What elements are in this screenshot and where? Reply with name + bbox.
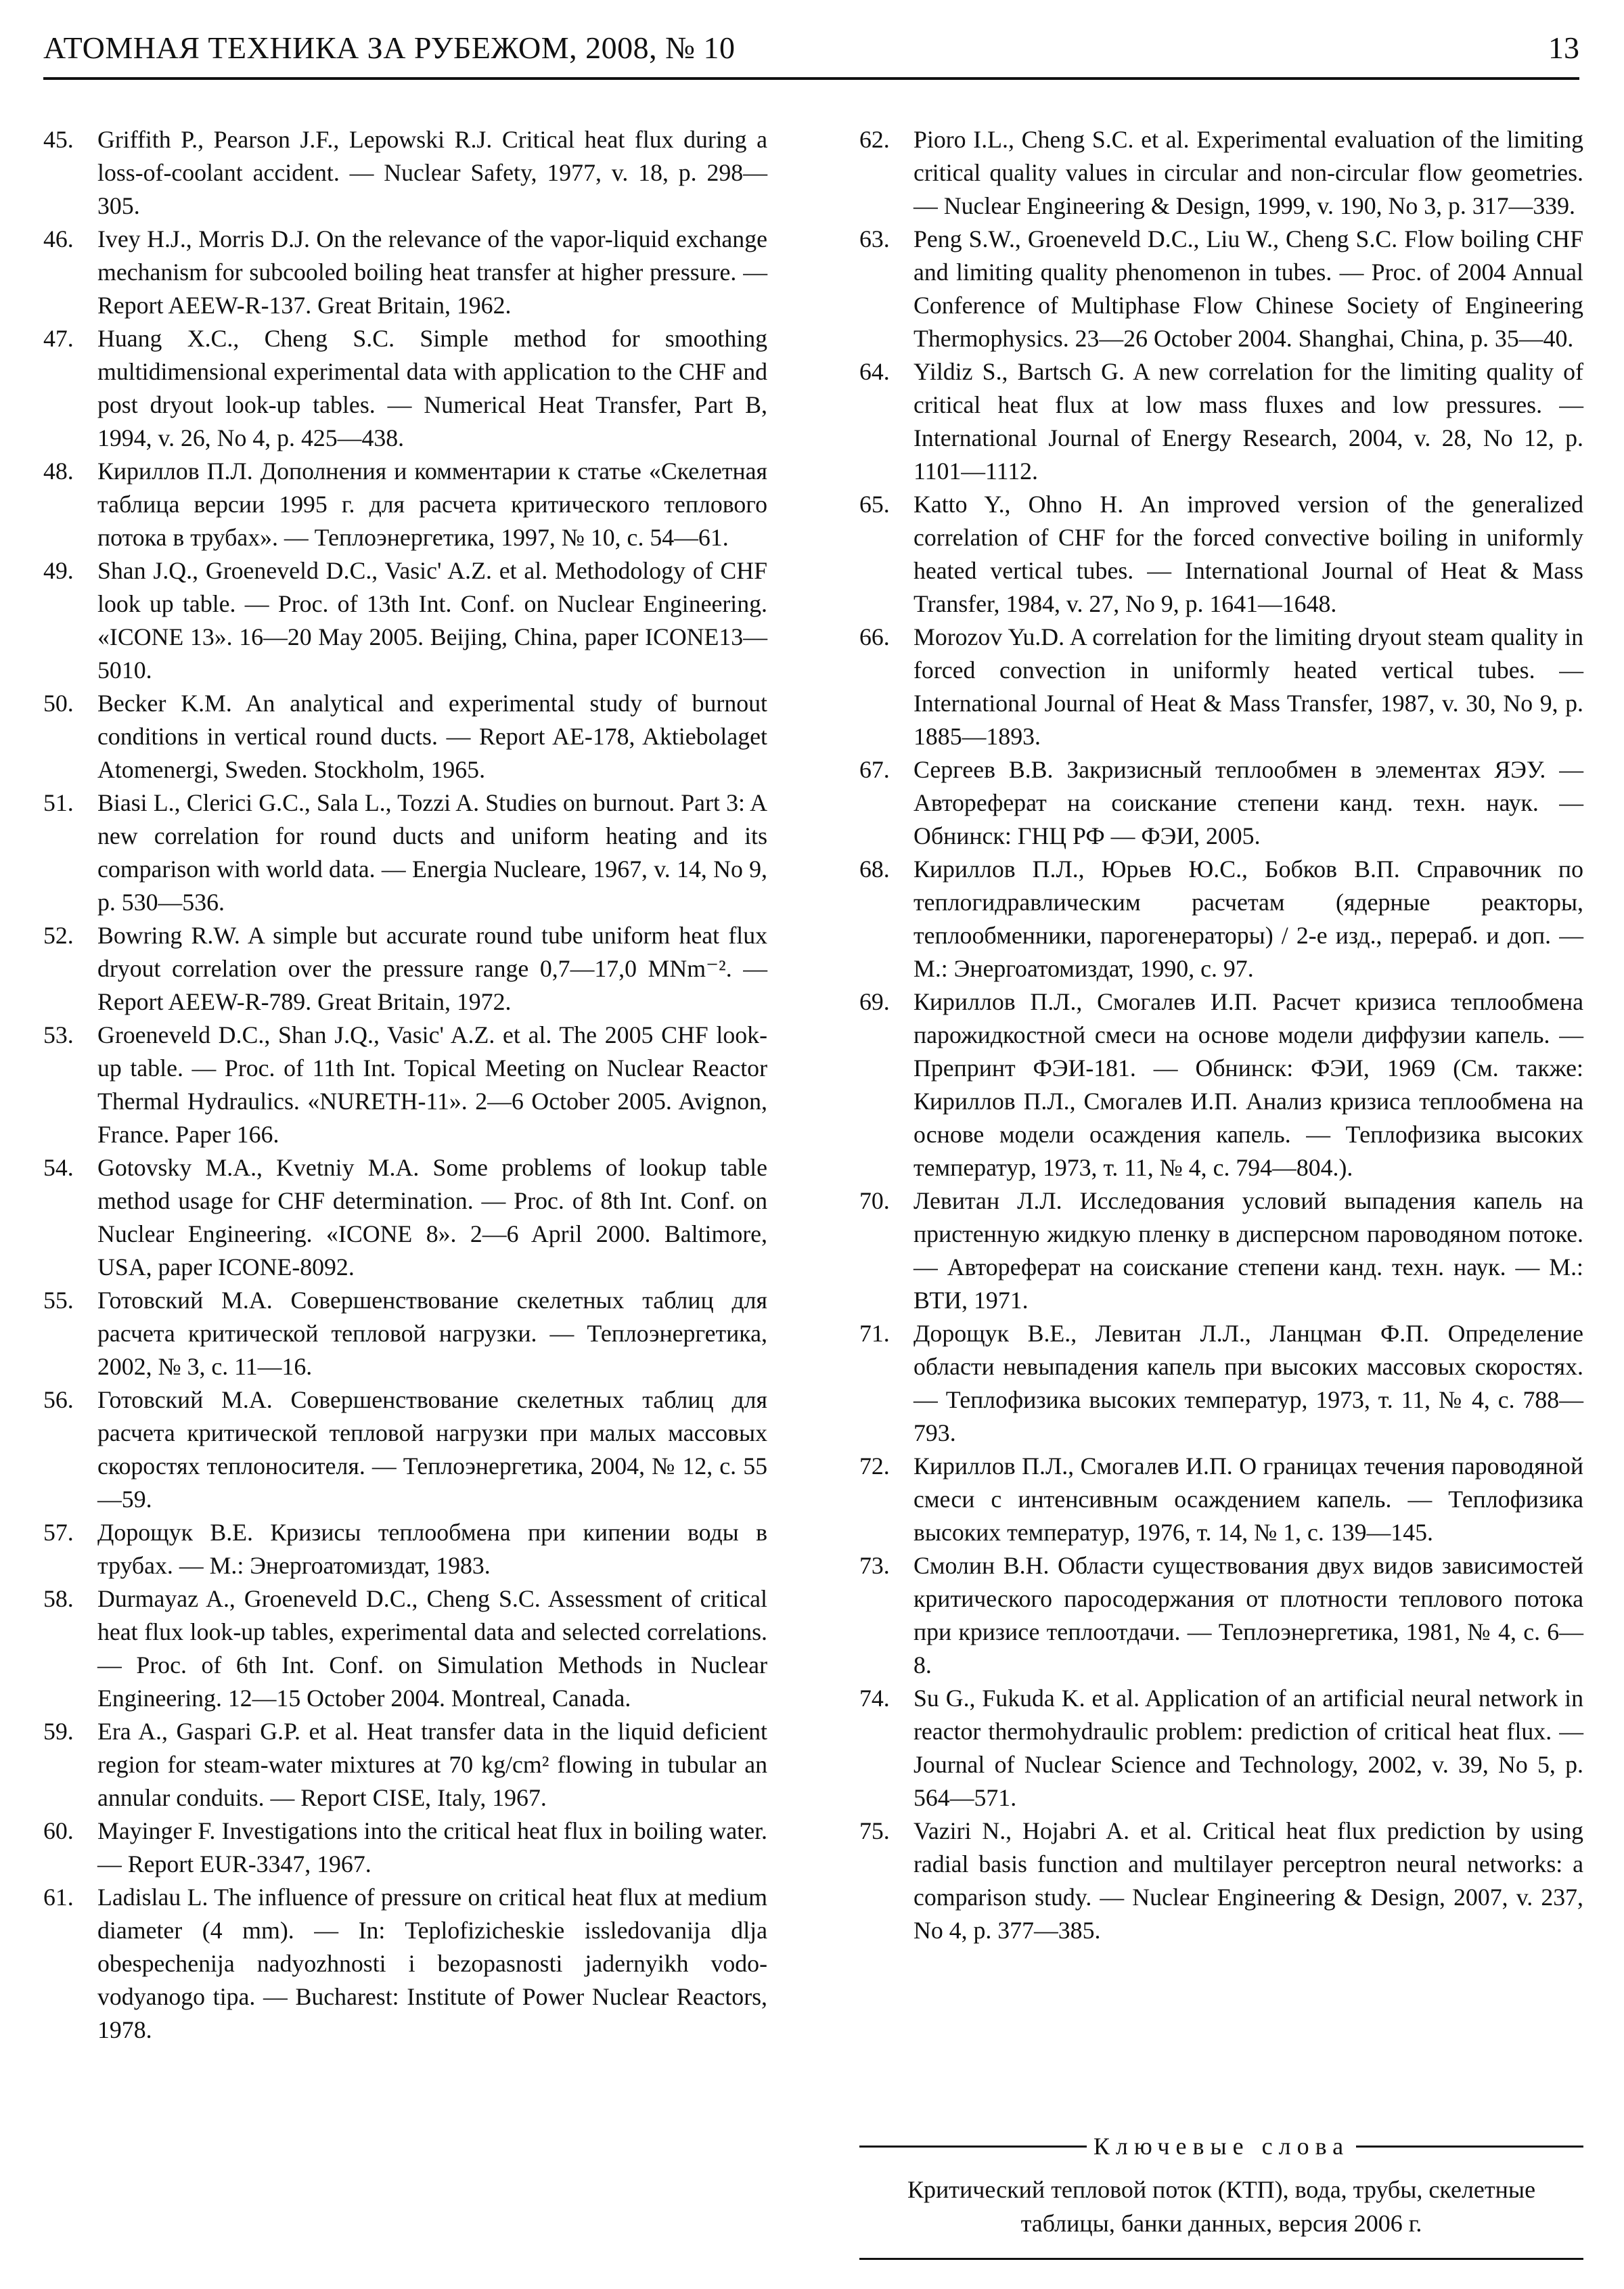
page-number: 13 [1548,30,1579,65]
reference-item [43,322,767,455]
page-header [43,23,1579,80]
reference-item [43,1019,767,1151]
reference-number: 55. [43,1287,74,1314]
reference-item [43,123,767,223]
reference-item [43,1715,767,1815]
reference-number: 48. [43,458,74,485]
reference-number: 70. [859,1187,890,1214]
reference-item [43,1516,767,1582]
reference-item [859,753,1583,853]
references-left-column [43,123,767,2047]
reference-text: Era A., Gaspari G.P. et al. Heat transfer data in the liquid deficient region for steam-water mixtures at 70 kg/cm² flowing in tubular an annular conduits. — Report CISE, Italy, 1967. [97,1718,767,1811]
keywords-title: Ключевые слова [1093,2133,1350,2160]
reference-item [859,223,1583,355]
reference-text: Левитан Л.Л. Исследования условий выпадения капель на пристенную жидкую пленку в дисперсном пароводяном потоке. — Автореферат на соискание степени канд. техн. наук. — М.: ВТИ, 1971. [914,1187,1583,1314]
reference-text: Durmayaz A., Groeneveld D.C., Cheng S.C. Assessment of critical heat flux look-up tables, experimental data and selected correlations. — Proc. of 6th Int. Conf. on Simulation Methods in Nuclear Engineering. 12—15 October 2004. Montreal, Canada. [97,1585,767,1712]
reference-number: 69. [859,988,890,1015]
reference-number: 59. [43,1718,74,1745]
reference-text: Дорощук В.Е., Левитан Л.Л., Ланцман Ф.П. Определение области невыпадения капель при высоких массовых скоростях. — Теплофизика высоких температур, 1973, т. 11, № 4, с. 788—793. [914,1320,1583,1446]
reference-number: 71. [859,1320,890,1347]
reference-item [43,919,767,1019]
keywords-rule-right [1356,2146,1583,2148]
reference-text: Biasi L., Clerici G.C., Sala L., Tozzi A. Studies on burnout. Part 3: A new correlation for round ducts and uniform heating and its comparison with world data. — Energia Nucleare, 1967, v. 14, No 9, p. 530—536. [97,789,767,916]
reference-text: Vaziri N., Hojabri A. et al. Critical heat flux prediction by using radial basis function and multilayer perceptron neural networks: a comparison study. — Nuclear Engineering & Design, 2007, v. 237, No 4, p. 377—385. [914,1817,1583,1944]
reference-item [43,1881,767,2047]
reference-item [43,1284,767,1383]
reference-item [859,355,1583,488]
reference-number: 61. [43,1884,74,1911]
reference-item [859,1184,1583,1317]
reference-item [43,554,767,687]
reference-number: 74. [859,1685,890,1712]
reference-text: Mayinger F. Investigations into the critical heat flux in boiling water. — Report EUR-3347, 1967. [97,1817,767,1877]
reference-text: Pioro I.L., Cheng S.C. et al. Experimental evaluation of the limiting critical quality values in circular and non-circular flow geometries. — Nuclear Engineering & Design, 1999, v. 190, No 3, p. 317—339. [914,126,1583,219]
reference-number: 68. [859,855,890,883]
reference-text: Ladislau L. The influence of pressure on critical heat flux at medium diameter (4 mm). — In: Teplofizicheskie issledovanija dlja obespechenija nadyozhnosti i bezopasnosti jadernyikh vodo-vodyanogo tipa. — Bucharest: Institute of Power Nuclear Reactors, 1978. [97,1884,767,2043]
reference-text: Кириллов П.Л., Юрьев Ю.С., Бобков В.П. Справочник по теплогидравлическим расчетам (ядерные реакторы, теплообменники, парогенераторы) / 2-е изд., перераб. и доп. — М.: Энергоатомиздат, 1990, с. 97. [914,855,1583,982]
reference-number: 66. [859,623,890,650]
reference-text: Shan J.Q., Groeneveld D.C., Vasic' A.Z. et al. Methodology of CHF look up table. — Proc. of 13th Int. Conf. on Nuclear Engineering. «ICONE 13». 16—20 May 2005. Beijing, China, paper ICONE13—5010. [97,557,767,684]
reference-text: Готовский М.А. Совершенствование скелетных таблиц для расчета критической тепловой нагрузки. — Теплоэнергетика, 2002, № 3, с. 11—16. [97,1287,767,1380]
reference-text: Morozov Yu.D. A correlation for the limiting dryout steam quality in forced convection in uniformly heated vertical tubes. — International Journal of Heat & Mass Transfer, 1987, v. 30, No 9, p. 1885—1893. [914,623,1583,750]
reference-number: 52. [43,922,74,949]
reference-text: Кириллов П.Л. Дополнения и комментарии к статье «Скелетная таблица версии 1995 г. для расчета критического теплового потока в трубах». — Теплоэнергетика, 1997, № 10, с. 54—61. [97,458,767,551]
keywords-heading [859,2132,1583,2160]
reference-number: 50. [43,690,74,717]
reference-text: Groeneveld D.C., Shan J.Q., Vasic' A.Z. et al. The 2005 CHF look-up table. — Proc. of 11th Int. Topical Meeting on Nuclear Reactor Thermal Hydraulics. «NURETH-11». 2—6 October 2005. Avignon, France. Paper 166. [97,1021,767,1148]
reference-item [43,1815,767,1881]
reference-number: 67. [859,756,890,783]
reference-number: 75. [859,1817,890,1844]
reference-item [43,455,767,554]
reference-item [859,1450,1583,1549]
reference-item [859,621,1583,753]
reference-item [43,223,767,322]
reference-text: Ivey H.J., Morris D.J. On the relevance of the vapor-liquid exchange mechanism for subcooled boiling heat transfer at higher pressure. — Report AEEW-R-137. Great Britain, 1962. [97,225,767,319]
keywords-bottom-rule [859,2258,1583,2260]
reference-text: Huang X.C., Cheng S.C. Simple method for smoothing multidimensional experimental data with application to the CHF and post dryout look-up tables. — Numerical Heat Transfer, Part B, 1994, v. 26, No 4, p. 425—438. [97,325,767,451]
reference-text: Смолин В.Н. Области существования двух видов зависимостей критического паросодержания от плотности теплового потока при кризисе теплоотдачи. — Теплоэнергетика, 1981, № 4, с. 6—8. [914,1552,1583,1679]
reference-item [859,488,1583,621]
keywords-block [859,2132,1583,2260]
reference-text: Кириллов П.Л., Смогалев И.П. О границах течения пароводяной смеси с интенсивным осаждением капель. — Теплофизика высоких температур, 1976, т. 14, № 1, с. 139—145. [914,1452,1583,1546]
reference-number: 62. [859,126,890,153]
reference-number: 60. [43,1817,74,1844]
reference-number: 45. [43,126,74,153]
references-right-column [859,123,1583,1947]
reference-text: Katto Y., Ohno H. An improved version of the generalized correlation of CHF for the forced convective boiling in uniformly heated vertical tubes. — International Journal of Heat & Mass Transfer, 1984, v. 27, No 9, p. 1641—1648. [914,491,1583,617]
reference-text: Becker K.M. An analytical and experimental study of burnout conditions in vertical round ducts. — Report AE-178, Aktiebolaget Atomenergi, Sweden. Stockholm, 1965. [97,690,767,783]
reference-number: 49. [43,557,74,584]
reference-number: 53. [43,1021,74,1048]
reference-number: 54. [43,1154,74,1181]
reference-item [43,1582,767,1715]
reference-text: Griffith P., Pearson J.F., Lepowski R.J. Critical heat flux during a loss-of-coolant accident. — Nuclear Safety, 1977, v. 18, p. 298—305. [97,126,767,219]
reference-item [859,853,1583,985]
reference-item [43,1151,767,1284]
keywords-text: Критический тепловой поток (КТП), вода, трубы, скелетные таблицы, банки данных, версия 2006 г. [907,2176,1536,2237]
reference-text: Кириллов П.Л., Смогалев И.П. Расчет кризиса теплообмена парожидкостной смеси на основе модели диффузии капель. — Препринт ФЭИ-181. — Обнинск: ФЭИ, 1969 (См. также: Кириллов П.Л., Смогалев И.П. Анализ кризиса теплообмена на основе модели осаждения капель. — Теплофизика высоких температур, 1973, т. 11, № 4, с. 794—804.). [914,988,1583,1181]
reference-text: Дорощук В.Е. Кризисы теплообмена при кипении воды в трубах. — М.: Энергоатомиздат, 1983. [97,1519,767,1579]
reference-text: Yildiz S., Bartsch G. A new correlation for the limiting quality of critical heat flux at low mass fluxes and low pressures. — International Journal of Energy Research, 2004, v. 28, No 12, p. 1101—1112. [914,358,1583,485]
reference-item [859,123,1583,223]
reference-text: Su G., Fukuda K. et al. Application of an artificial neural network in reactor thermohydraulic problem: prediction of critical heat flux. — Journal of Nuclear Science and Technology, 2002, v. 39, No 5, p. 564—571. [914,1685,1583,1811]
reference-number: 46. [43,225,74,252]
reference-text: Peng S.W., Groeneveld D.C., Liu W., Cheng S.C. Flow boiling CHF and limiting quality phenomenon in tubes. — Proc. of 2004 Annual Conference of Multiphase Flow Chinese Society of Engineering Thermophysics. 23—26 October 2004. Shanghai, China, p. 35—40. [914,225,1583,352]
reference-number: 63. [859,225,890,252]
reference-number: 73. [859,1552,890,1579]
journal-title: АТОМНАЯ ТЕХНИКА ЗА РУБЕЖОМ, 2008, № 10 [43,30,736,65]
reference-item [859,1815,1583,1947]
reference-item [859,985,1583,1184]
reference-number: 65. [859,491,890,518]
reference-text: Готовский М.А. Совершенствование скелетных таблиц для расчета критической тепловой нагрузки при малых массовых скоростях теплоносителя. — Теплоэнергетика, 2004, № 12, с. 55—59. [97,1386,767,1513]
reference-text: Сергеев В.В. Закризисный теплообмен в элементах ЯЭУ. — Автореферат на соискание степени канд. техн. наук. — Обнинск: ГНЦ РФ — ФЭИ, 2005. [914,756,1583,849]
reference-item [43,1383,767,1516]
reference-item [43,786,767,919]
reference-item [859,1549,1583,1682]
reference-text: Bowring R.W. A simple but accurate round tube uniform heat flux dryout correlation over the pressure range 0,7—17,0 MNm⁻². — Report AEEW-R-789. Great Britain, 1972. [97,922,767,1015]
reference-number: 51. [43,789,74,816]
reference-number: 47. [43,325,74,352]
keywords-rule-left [859,2146,1087,2148]
reference-text: Gotovsky M.A., Kvetniy M.A. Some problems of lookup table method usage for CHF determination. — Proc. of 8th Int. Conf. on Nuclear Engineering. «ICONE 8». 2—6 April 2000. Baltimore, USA, paper ICONE-8092. [97,1154,767,1281]
reference-number: 64. [859,358,890,385]
reference-item [43,687,767,786]
reference-number: 58. [43,1585,74,1612]
reference-item [859,1317,1583,1450]
reference-number: 56. [43,1386,74,1413]
reference-item [859,1682,1583,1815]
reference-number: 72. [859,1452,890,1480]
reference-number: 57. [43,1519,74,1546]
